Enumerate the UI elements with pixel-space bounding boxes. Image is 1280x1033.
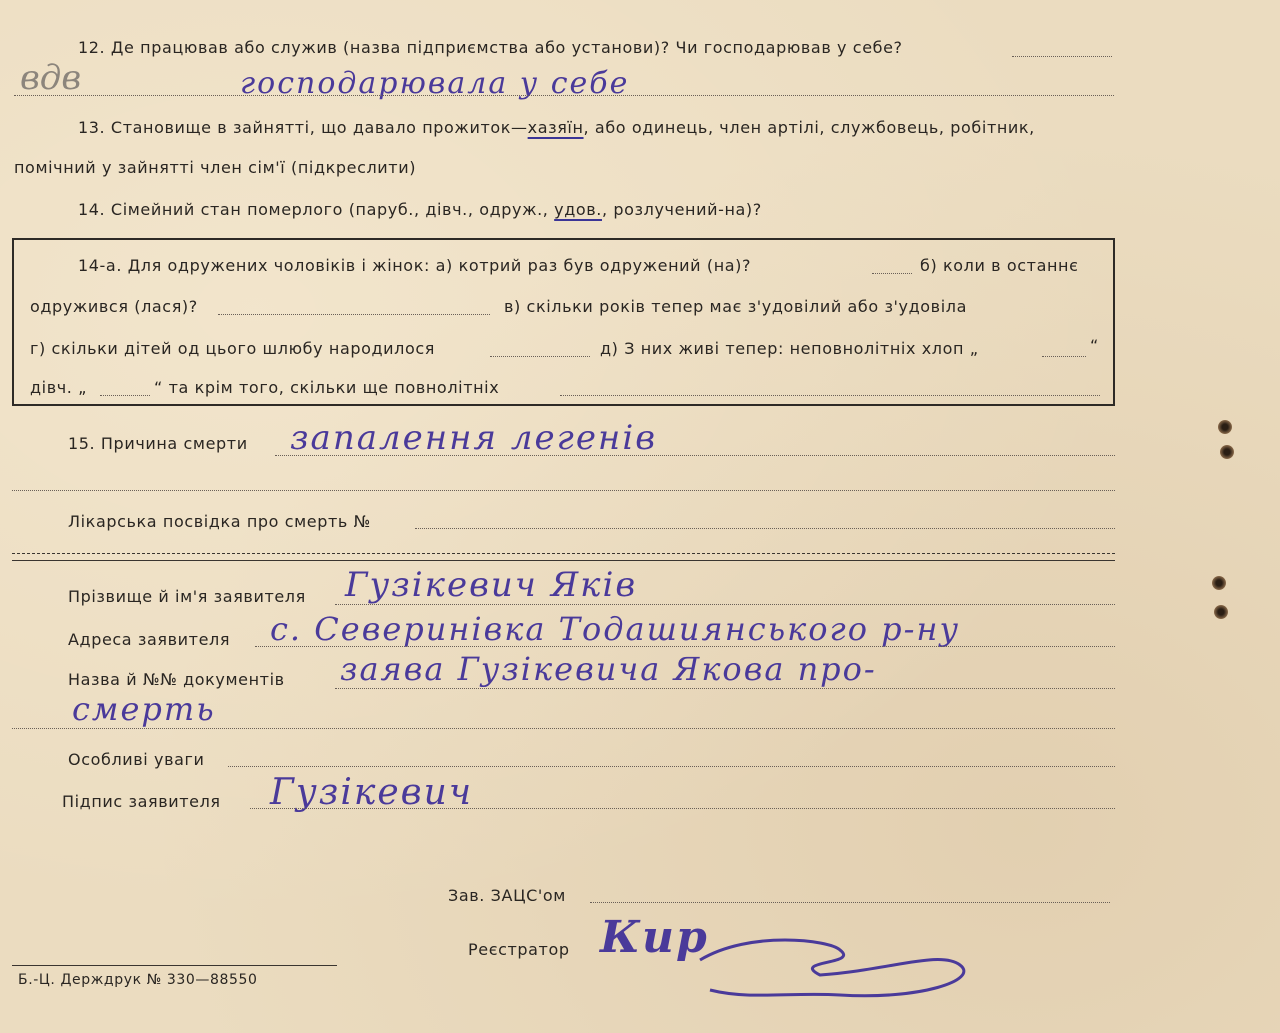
q13-text-1: 13. Становище в зайнятті, що давало прожиток— [78,118,528,137]
dotted-line [1012,56,1112,57]
pencil-note: вдв [20,58,82,98]
applicant-address: с. Северинівка Тодашиянського р-ну [270,610,961,648]
q14a-line3c: “ [1090,336,1099,355]
q14a-line2a: одружився (лася)? [30,297,198,316]
dotted-line [415,528,1115,529]
dotted-line [1042,356,1086,357]
q14-text-1: 14. Сімейний стан померлого (паруб., дівч., одруж., [78,200,549,219]
dotted-line [14,95,1114,96]
q14a-line3a: г) скільки дітей од цього шлюбу народилося [30,339,435,358]
applicant-signature: Гузікевич [270,772,474,813]
applicant-name: Гузікевич Яків [345,565,638,605]
q14a-line2b: в) скільки років тепер має з'удовілий або з'удовіла [504,297,967,316]
question-14 [78,200,762,219]
dotted-line [490,356,590,357]
dotted-line [250,808,1115,809]
documents-value: заява Гузікевича Якова про- [340,650,877,688]
registrar-label: Реєстратор [468,940,570,959]
q14a-line4b: “ та крім того, скільки ще повнолітніх [154,378,500,397]
dotted-line [335,604,1115,605]
question-15: 15. Причина смерти [68,434,248,453]
dotted-line [12,490,1115,491]
zags-label: Зав. ЗАЦС'ом [448,886,566,905]
dotted-line [275,455,1115,456]
dotted-line [872,273,912,274]
q13-underlined-option: хазяїн [527,118,584,137]
q14-text-2: , розлучений-на)? [602,200,762,219]
printer-imprint: Б.-Ц. Держдрук № 330—88550 [18,972,258,988]
documents-label: Назва й №№ документів [68,670,285,689]
q14a-line3b: д) З них живі тепер: неповнолітніх хлоп „ [600,339,979,358]
answer-12: господарювала у себе [240,66,630,101]
q14a-line1b: б) коли в останнє [920,256,1079,275]
registrar-signature: Кир [600,912,709,963]
punch-hole [1214,605,1228,619]
registrar-signature-flourish [690,920,990,1010]
q13-text-2: , або одинець, член артілі, службовець, робітник, [583,118,1035,137]
dotted-line [228,766,1115,767]
question-13 [78,118,1035,137]
notes-label: Особливі уваги [68,750,205,769]
dotted-line [12,728,1115,729]
q14-underlined-option: удов. [554,200,602,219]
question-12: 12. Де працював або служив (назва підприємства або установи)? Чи господарював у себе? [78,38,903,57]
dotted-line [560,395,1100,396]
applicant-name-label: Прізвище й ім'я заявителя [68,587,306,606]
section-separator-thin [12,560,1115,561]
medical-certificate-label: Лікарська посвідка про смерть № [68,512,371,531]
dotted-line [100,395,150,396]
q14a-line1a: 14-а. Для одружених чоловіків і жінок: а) котрий раз був одружений (на)? [78,256,752,275]
punch-hole [1218,420,1232,434]
section-separator [12,553,1115,554]
punch-hole [1212,576,1226,590]
answer-15: запалення легенів [290,418,657,458]
question-13-line2: помічний у зайнятті член сім'ї (підкреслити) [14,158,417,177]
dotted-line [255,646,1115,647]
punch-hole [1220,445,1234,459]
dotted-line [335,688,1115,689]
applicant-address-label: Адреса заявителя [68,630,231,649]
dotted-line [218,314,490,315]
q14a-line4a: дівч. „ [30,378,88,397]
documents-value-cont: смерть [72,690,216,728]
signature-label: Підпис заявителя [62,792,221,811]
printer-line [12,965,337,966]
dotted-line [590,902,1110,903]
